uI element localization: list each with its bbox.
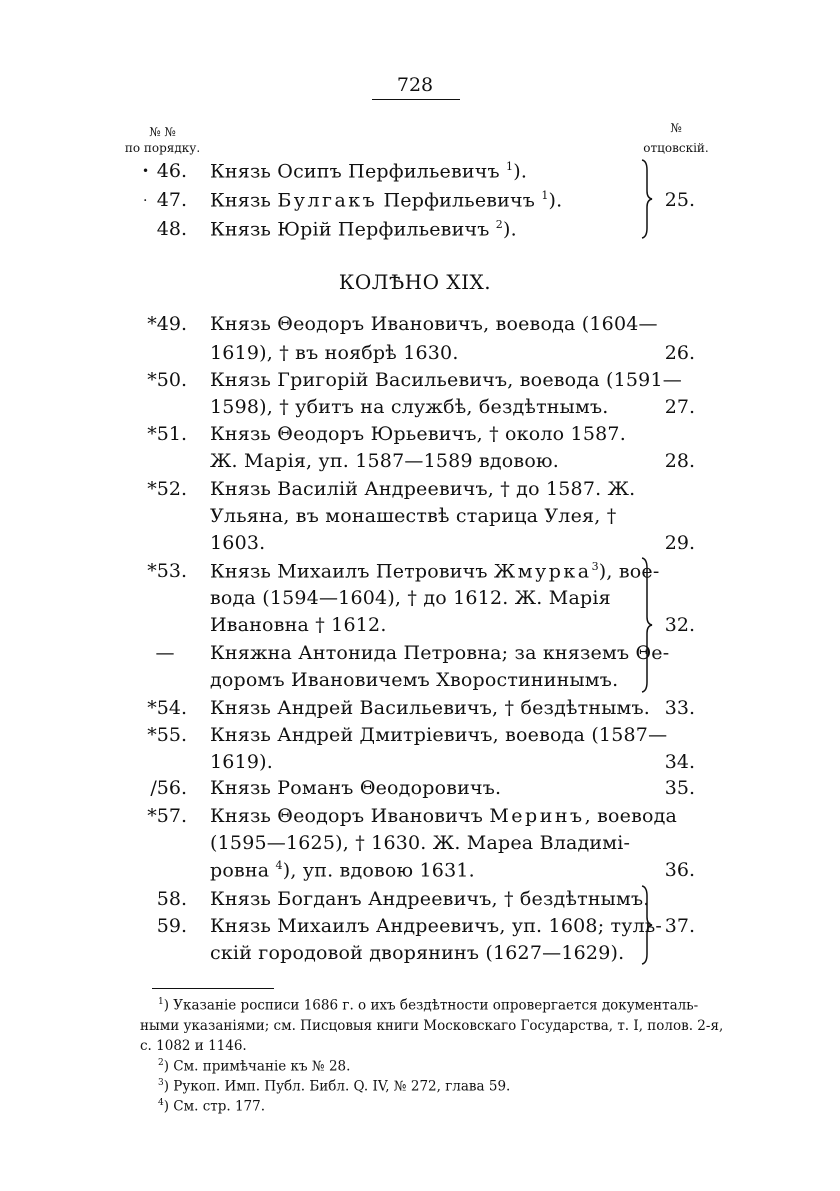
entry-54-line1: Князь Андрей Васильевичъ, † бездѣтнымъ. <box>210 697 651 719</box>
entry-number-59: 59. <box>156 915 187 937</box>
entry-51-line2: Ж. Марія, уп. 1587—1589 вдовою. <box>210 450 559 472</box>
spaced-nickname: Булгакъ <box>277 189 378 212</box>
father-number-28: 28. <box>664 450 695 472</box>
spaced-nickname: Жмурка <box>493 560 592 583</box>
entry-57-line3: ровна $^4$), уп. вдовою 1631. <box>210 859 475 882</box>
father-number-26: 26. <box>664 342 695 364</box>
entry-number-54: *54. <box>147 697 187 719</box>
entry-58-line1: Князь Богданъ Андреевичъ, † бездѣтнымъ. <box>210 888 650 910</box>
father-number-27: 27. <box>664 396 695 418</box>
footnote-ref: 2 <box>495 218 503 231</box>
entry-53-line3: Ивановна † 1612. <box>210 614 387 636</box>
footnote-ref: 3 <box>591 560 599 573</box>
entry-number-49: *49. <box>147 313 187 335</box>
father-number-32: 32. <box>664 614 695 636</box>
entry-59-line2: скій городовой дворянинъ (1627—1629). <box>210 942 625 964</box>
entry-56-line1: Князь Романъ Θеодоровичъ. <box>210 777 502 799</box>
footnote-3: $^3$) Рукоп. Имп. Публ. Библ. Q. IV, № 272, глава 59. <box>158 1078 511 1095</box>
entry-number: 48. <box>156 218 187 240</box>
footnote-ref: 1 <box>541 189 549 202</box>
entry-number-56: /56. <box>150 777 187 799</box>
entry-number-51: *51. <box>147 423 187 445</box>
footnote-ref: 4 <box>275 859 283 872</box>
entry-line: Князь Юрій Перфильевичъ $^2$). <box>210 218 517 241</box>
entry-mark: • <box>142 164 150 178</box>
spaced-nickname: Меринъ <box>489 805 585 827</box>
father-number-34: 34. <box>664 751 695 773</box>
entry-number: 46. <box>156 160 187 182</box>
footnote-1-line2: ными указаніями; см. Писцовыя книги Московскаго Государства, т. I, полов. 2-я, <box>140 1018 724 1034</box>
footnote-4: $^4$) См. стр. 177. <box>158 1098 266 1115</box>
father-column-header <box>636 120 716 156</box>
entry-53-line1: Князь Михаилъ Петровичъ Жмурка$^3$), вое- <box>210 560 660 583</box>
entry-55-line1: Князь Андрей Дмитріевичъ, воевода (1587— <box>210 724 668 746</box>
entry-50-line2: 1598), † убитъ на службѣ, бездѣтнымъ. <box>210 396 609 418</box>
footnote-2: $^2$) См. примѣчаніе къ № 28. <box>158 1058 351 1075</box>
father-number-36: 36. <box>664 859 695 881</box>
entry-number-50: *50. <box>147 369 187 391</box>
footnote-rule <box>152 988 274 989</box>
father-number-25: 25. <box>664 189 695 211</box>
father-header-line1: № <box>670 121 682 135</box>
father-header-line2: отцовскій. <box>643 141 709 155</box>
entry-dash-line1: Княжна Антонида Петровна; за княземъ Θе- <box>210 642 670 664</box>
entry-mark: . <box>143 189 148 205</box>
entry-55-line2: 1619). <box>210 751 274 773</box>
entry-49-line1: Князь Θеодоръ Ивановичъ, воевода (1604— <box>210 313 658 335</box>
entry-dash-line2: доромъ Ивановичемъ Хворостининымъ. <box>210 669 619 691</box>
entry-52-line2: Ульяна, въ монашествѣ старица Улея, † <box>210 505 617 527</box>
entry-line: Князь Осипъ Перфильевичъ $^1$). <box>210 160 528 183</box>
entry-49-line2: 1619), † въ ноябрѣ 1630. <box>210 342 459 364</box>
section-title: КОЛѢНО XIX. <box>338 270 492 294</box>
entry-53-line2: вода (1594—1604), † до 1612. Ж. Марія <box>210 587 611 609</box>
order-header-line2: по порядку. <box>124 141 201 155</box>
entry-number-58: 58. <box>156 888 187 910</box>
father-number-35: 35. <box>664 777 695 799</box>
entry-number-52: *52. <box>147 478 187 500</box>
page-number: 728 <box>396 74 434 96</box>
entry-57-line1: Князь Θеодоръ Ивановичъ Меринъ, воевода <box>210 805 678 827</box>
entry-50-line1: Князь Григорій Васильевичъ, воевода (1591— <box>210 369 682 391</box>
entry-number: 47. <box>156 189 187 211</box>
order-column-header <box>115 124 210 156</box>
entry-59-line1: Князь Михаилъ Андреевичъ, уп. 1608; туль- <box>210 915 663 937</box>
father-number-29: 29. <box>664 532 695 554</box>
order-header-line1: № № <box>149 125 176 139</box>
father-number-37: 37. <box>664 915 695 937</box>
footnote-1-line3: с. 1082 и 1146. <box>140 1038 247 1054</box>
entry-line: Князь Булгакъ Перфильевичъ $^1$). <box>210 189 563 212</box>
footnote-ref: 1 <box>506 160 514 173</box>
entry-number-dash: — <box>155 642 175 664</box>
entry-52-line3: 1603. <box>210 532 266 554</box>
entry-number-57: *57. <box>147 805 187 827</box>
page-number-rule <box>372 99 460 100</box>
father-number-33: 33. <box>664 697 695 719</box>
entry-52-line1: Князь Василій Андреевичъ, † до 1587. Ж. <box>210 478 636 500</box>
entry-57-line2: (1595—1625), † 1630. Ж. Мареа Владимі- <box>210 832 631 854</box>
entry-number-55: *55. <box>147 724 187 746</box>
footnote-1-line1: $^1$) Указаніе росписи 1686 г. о ихъ бездѣтности опровергается документаль- <box>158 997 699 1014</box>
entry-51-line1: Князь Θеодоръ Юрьевичъ, † около 1587. <box>210 423 626 445</box>
entry-number-53: *53. <box>147 560 187 582</box>
